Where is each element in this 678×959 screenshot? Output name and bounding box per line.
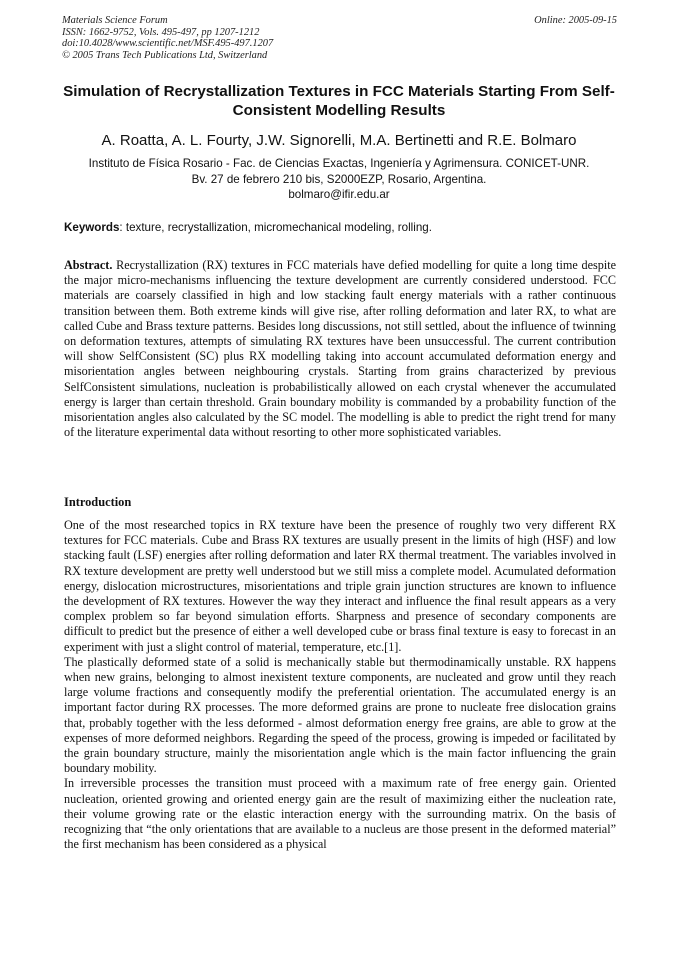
affiliation-line-1: Instituto de Física Rosario - Fac. de Ciencias Exactas, Ingeniería y Agrimensura. CONICET-UNR. xyxy=(88,157,590,170)
paragraph: In irreversible processes the transition must proceed with a maximum rate of free energy gain. Oriented nucleation, oriented growing and oriented energy gain are the result of maximizing either the nucleation rate, their volume growing rate or the elastic interaction energy with the surrounding matrix. On the basis of recognizing that “the only orientations that are available to a nucleus are those present in the deformed material” the first mechanism has been considered as a physical xyxy=(64,776,616,852)
issn-line: ISSN: 1662-9752, Vols. 495-497, pp 1207-1212 xyxy=(62,26,260,38)
introduction-body xyxy=(64,518,616,852)
abstract-text: Recrystallization (RX) textures in FCC materials have defied modelling for quite a long time despite the major micro-mechanisms influencing the texture development are currently considered understood. FCC materials are coarsely classified in high and low stacking fault energy materials with a rather continuous transition between them. Both extreme kinds will give rise, after rolling deformation and later RX, to what are called Cube and Brass texture patterns. Besides long discussions, not still settled, about the influence of twinning on deformation textures, attempts of simulating RX textures have been unsuccessful. The current contribution will show SelfConsistent (SC) plus RX modelling taking into account accumulated deformation energy and misorientation angles between neighbouring crystals. Starting from grains characterized by previous SelfConsistent simulations, nucleation is probabilistically allowed on each crystal whenever the accumulated energy is larger than certain threshold. Grain boundary mobility is commanded by a probability function of the misorientation angles also calculated by the SC model. The modelling is able to predict the right trend for many of the literature experimental data without resorting to other more sophisticated variables. xyxy=(64,258,616,440)
running-header xyxy=(62,15,617,61)
keywords xyxy=(64,220,616,235)
abstract-label: Abstract. xyxy=(64,258,113,272)
section-heading-introduction: Introduction xyxy=(64,495,132,509)
paragraph: One of the most researched topics in RX texture have been the presence of roughly two very different RX textures for FCC materials. Cube and Brass RX textures are usually present in the limits of high (HSF) and low stacking fault (LSF) energies after rolling deformation and later RX thermal treatment. The variables involved in RX texture development are pretty well understood but we still miss a complete model. Acumulated deformation energy, dislocation microstructures, misorientations and triple grain junction structures are known to influence the development of RX textures. However the way they interact and influence the final result appears as a very complex problem so far beyond simulation efforts. Sharpness and presence of secondary components are difficult to predict but the presence of either a well developed cube or brass final texture is easy to forecast in an experiment with just a slight control of material, temperature, etc.[1]. xyxy=(64,518,616,654)
keywords-label: Keywords xyxy=(64,221,120,234)
journal-name: Materials Science Forum xyxy=(62,15,168,26)
affiliation xyxy=(40,156,638,203)
doi-line: doi:10.4028/www.scientific.net/MSF.495-497.1207 xyxy=(62,38,274,50)
paper-title: Simulation of Recrystallization Textures in FCC Materials Starting From Self-Consistent Modelling Results xyxy=(63,83,615,119)
paragraph: The plastically deformed state of a solid is mechanically stable but thermodinamically unstable. RX happens when new grains, belonging to almost inexistent texture components, are nucleated and grow until they reach large volume fractions and consequently modify the preferential orientation. The accumulated energy is an important factor during RX processes. The more deformed grains are prone to nucleate free dislocation grains that, probably together with the less deformed - almost deformation energy free grains, are able to grow at the expenses of more deformed neighbors. Regarding the speed of the process, growing is impeded or facilitated by the grain boundary structure, mainly the misorientation angle which is the main factor influencing the grain boundary mobility. xyxy=(64,654,616,776)
online-date: Online: 2005-09-15 xyxy=(534,15,617,26)
affiliation-line-2: Bv. 27 de febrero 210 bis, S2000EZP, Rosario, Argentina. xyxy=(191,172,487,186)
copyright-line: © 2005 Trans Tech Publications Ltd, Switzerland xyxy=(62,49,268,61)
author-list: A. Roatta, A. L. Fourty, J.W. Signorelli, M.A. Bertinetti and R.E. Bolmaro xyxy=(101,132,577,149)
abstract xyxy=(64,258,616,440)
contact-email: bolmaro@ifir.edu.ar xyxy=(288,188,390,201)
keywords-text: : texture, recrystallization, micromechanical modeling, rolling. xyxy=(119,221,432,234)
